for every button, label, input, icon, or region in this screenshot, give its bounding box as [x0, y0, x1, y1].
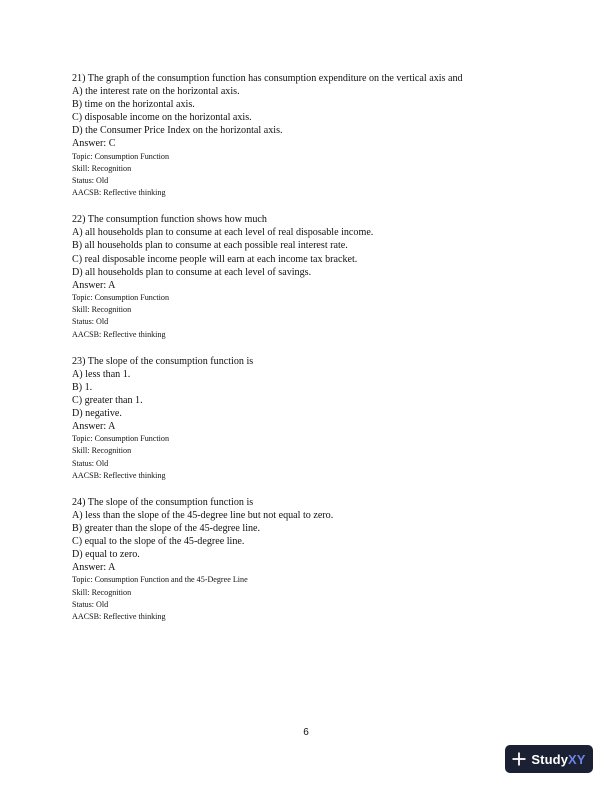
status-label: Status: Old [72, 458, 109, 468]
option-c: C) real disposable income people will earn at each income tax bracket. [72, 253, 358, 265]
badge-brand-suffix: XY [568, 751, 586, 767]
question-24 [72, 496, 552, 624]
plus-cross-icon [512, 752, 526, 766]
answer: Answer: A [72, 420, 116, 432]
studyxy-badge[interactable] [505, 745, 593, 773]
option-b: B) all households plan to consume at each possible real interest rate. [72, 240, 348, 252]
topic-label: Topic: Consumption Function and the 45-Degree Line [72, 575, 248, 585]
skill-label: Skill: Recognition [72, 163, 132, 173]
aacsb-label: AACSB: Reflective thinking [72, 329, 166, 339]
option-a: A) all households plan to consume at each level of real disposable income. [72, 227, 374, 239]
status-label: Status: Old [72, 317, 109, 327]
skill-label: Skill: Recognition [72, 305, 132, 315]
page-number: 6 [303, 727, 309, 738]
answer: Answer: C [72, 138, 116, 150]
topic-label: Topic: Consumption Function [72, 434, 170, 444]
skill-label: Skill: Recognition [72, 587, 132, 597]
question-23 [72, 355, 552, 483]
aacsb-label: AACSB: Reflective thinking [72, 612, 166, 622]
option-d: D) all households plan to consume at each level of savings. [72, 266, 312, 278]
option-b: B) time on the horizontal axis. [72, 99, 195, 111]
option-c: C) disposable income on the horizontal axis. [72, 112, 252, 124]
option-a: A) less than 1. [72, 368, 131, 380]
question-21 [72, 72, 552, 200]
status-label: Status: Old [72, 176, 109, 186]
option-d: D) the Consumer Price Index on the horizontal axis. [72, 125, 283, 137]
option-b: B) greater than the slope of the 45-degree line. [72, 522, 261, 534]
question-stem: 24) The slope of the consumption function is [72, 496, 254, 508]
skill-label: Skill: Recognition [72, 446, 132, 456]
status-label: Status: Old [72, 599, 109, 609]
question-stem: 21) The graph of the consumption function has consumption expenditure on the vertical axis and [72, 73, 463, 84]
answer: Answer: A [72, 279, 116, 291]
aacsb-label: AACSB: Reflective thinking [72, 470, 166, 480]
question-22 [72, 213, 552, 341]
badge-wordmark [531, 752, 585, 767]
question-list [72, 72, 552, 637]
question-stem: 22) The consumption function shows how much [72, 214, 267, 226]
badge-brand-prefix: Study [531, 751, 569, 767]
option-c: C) greater than 1. [72, 394, 143, 406]
option-c: C) equal to the slope of the 45-degree line. [72, 536, 245, 548]
option-d: D) negative. [72, 407, 122, 419]
option-b: B) 1. [72, 381, 93, 393]
option-a: A) the interest rate on the horizontal axis. [72, 86, 240, 98]
option-a: A) less than the slope of the 45-degree line but not equal to zero. [72, 509, 334, 521]
question-stem: 23) The slope of the consumption function is [72, 355, 254, 367]
topic-label: Topic: Consumption Function [72, 292, 170, 302]
option-d: D) equal to zero. [72, 549, 140, 561]
topic-label: Topic: Consumption Function [72, 151, 170, 161]
answer: Answer: A [72, 562, 116, 574]
aacsb-label: AACSB: Reflective thinking [72, 188, 166, 198]
